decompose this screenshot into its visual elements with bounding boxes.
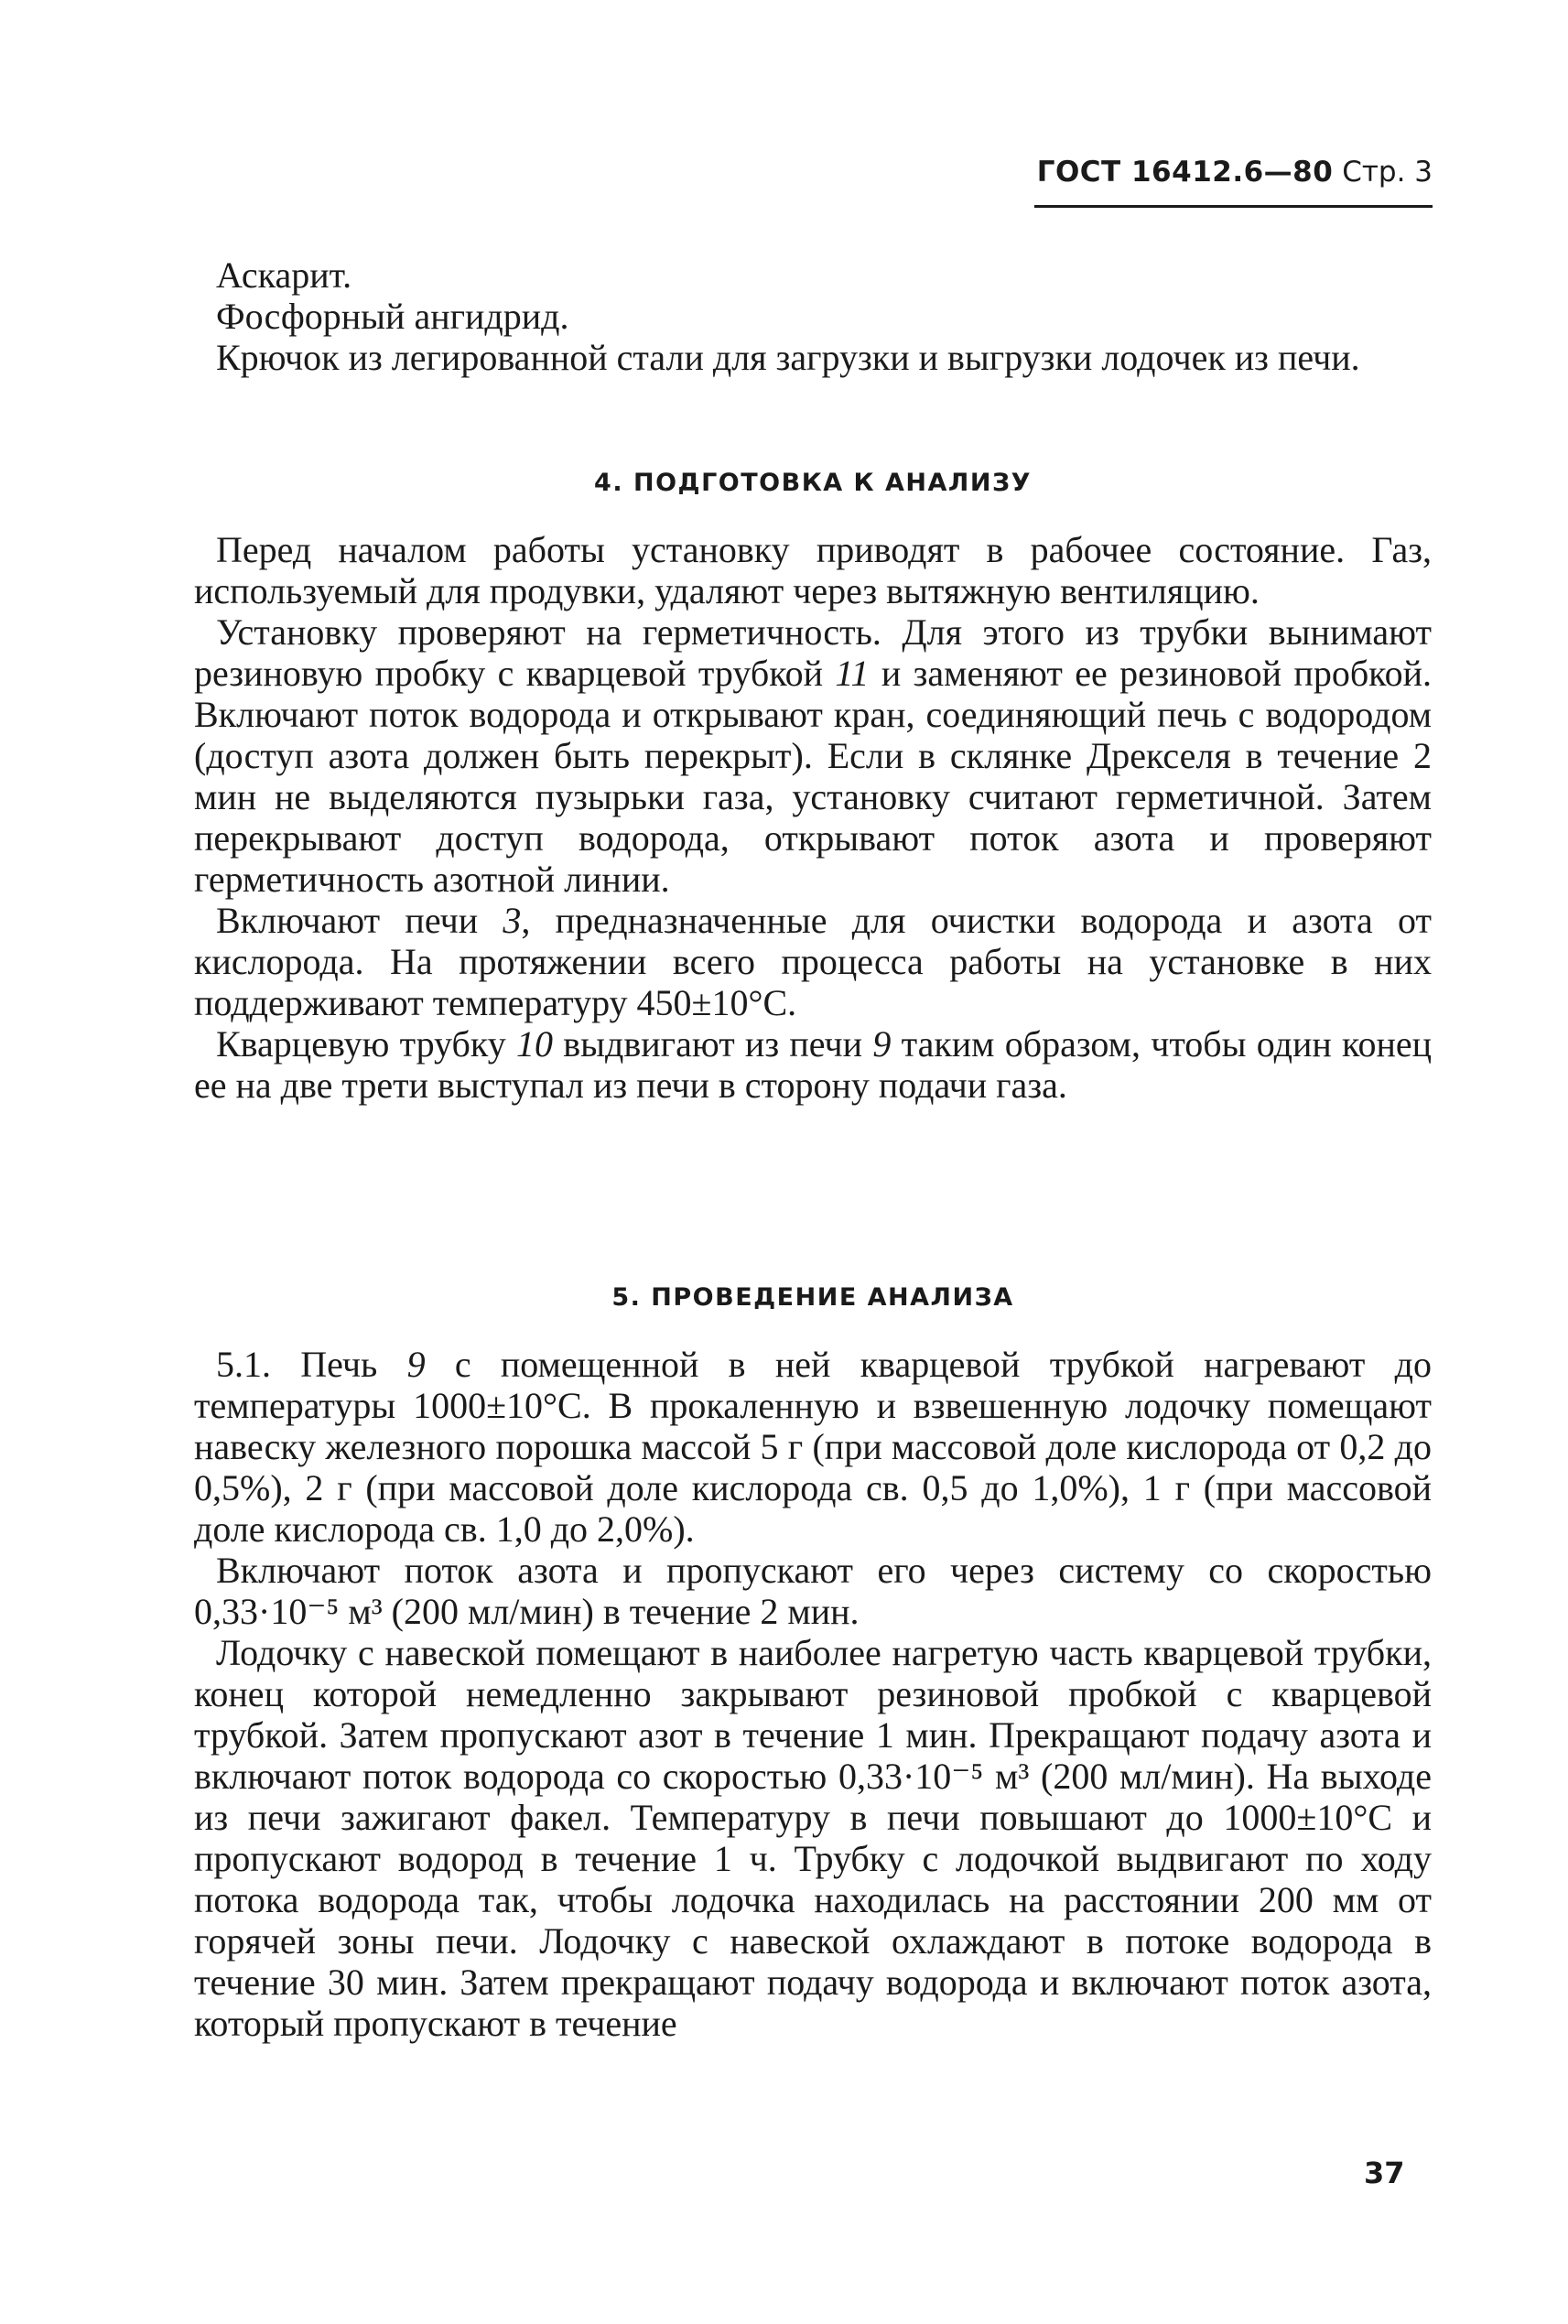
figure-ref: 9: [406, 1344, 426, 1385]
text-run: выдвигают из печи: [553, 1023, 873, 1065]
paragraph: [194, 611, 1432, 900]
section-4-heading: 4. ПОДГОТОВКА К АНАЛИЗУ: [594, 469, 1032, 497]
paragraph: [194, 1023, 1432, 1106]
document-code: ГОСТ 16412.6—80: [1036, 156, 1334, 189]
section-5-body: [194, 1344, 1432, 2044]
paragraph: Перед началом работы установку приводят в рабочее состояние. Газ, используемый для продувки, удаляют через вытяжную вентиляцию.: [194, 529, 1432, 611]
header-text: [1037, 156, 1433, 189]
figure-ref: 10: [516, 1023, 554, 1065]
section-4-body: [194, 529, 1432, 1106]
text-run: Включают печи: [216, 900, 503, 941]
text-run: таким образом, чтобы один конец ее на две трети выступал из печи в сторону подачи газа.: [194, 1023, 1433, 1106]
page-label: Стр. 3: [1342, 156, 1433, 189]
header-rule: [1034, 205, 1433, 208]
material-item: Крючок из легированной стали для загрузки и выгрузки лодочек из печи.: [216, 337, 1360, 378]
figure-ref: 11: [835, 653, 870, 694]
figure-ref: 3: [503, 900, 522, 941]
text-run: , предназначенные для очистки водорода и азота от кислорода. На протяжении всего процесса работы на установке в них поддерживают температуру 450±10°С.: [194, 900, 1433, 1023]
paragraph: Включают поток азота и пропускают его через систему со скоростью 0,33·10⁻⁵ м³ (200 мл/мин) в течение 2 мин.: [194, 1550, 1432, 1632]
section-5-heading: 5. ПРОВЕДЕНИЕ АНАЛИЗА: [611, 1283, 1014, 1312]
text-run: Кварцевую трубку: [216, 1023, 517, 1065]
page-header: [1034, 156, 1433, 211]
text-run: Установку проверяют на герметичность. Для этого из трубки вынимают резиновую пробку с кварцевой трубкой: [194, 611, 1432, 694]
text-run: с помещенной в ней кварцевой трубкой нагревают до температуры 1000±10°С. В прокаленную и взвешенную лодочку помещают навеску железного порошка массой 5 г (при массовой доле кислорода от 0,2 до 0,5%), 2 г (при массовой доле кислорода св. 0,5 до 1,0%), 1 г (при массовой доле кислорода св. 1,0 до 2,0%).: [194, 1344, 1432, 1550]
page-number: 37: [1364, 2156, 1405, 2190]
material-item: Фосфорный ангидрид.: [216, 296, 569, 337]
text-run: 5.1. Печь: [216, 1344, 407, 1385]
paragraph: Лодочку с навеской помещают в наиболее нагретую часть кварцевой трубки, конец которой немедленно закрывают резиновой пробкой с кварцевой трубкой. Затем пропускают азот в течение 1 мин. Прекращают подачу азота и включают поток водорода со скоростью 0,33·10⁻⁵ м³ (200 мл/мин). На выходе из печи зажигают факел. Температуру в печи повышают до 1000±10°С и пропускают водород в течение 1 ч. Трубку с лодочкой выдвигают по ходу потока водорода так, чтобы лодочка находилась на расстоянии 200 мм от горячей зоны печи. Лодочку с навеской охлаждают в потоке водорода в течение 30 мин. Затем прекращают подачу водорода и включают поток азота, который пропускают в течение: [194, 1632, 1432, 2044]
text-run: и заменяют ее резиновой пробкой. Включают поток водорода и открывают кран, соединяющий печь с водородом (доступ азота должен быть перекрыт). Если в склянке Дрекселя в течение 2 мин не выделяются пузырьки газа, установку считают герметичной. Затем перекрывают доступ водорода, открывают поток азота и проверяют герметичность азотной линии.: [194, 653, 1432, 900]
material-item: Аскарит.: [216, 254, 352, 296]
paragraph: [194, 1344, 1432, 1550]
figure-ref: 9: [872, 1023, 892, 1065]
materials-list: [194, 254, 1432, 378]
paragraph: [194, 900, 1432, 1023]
